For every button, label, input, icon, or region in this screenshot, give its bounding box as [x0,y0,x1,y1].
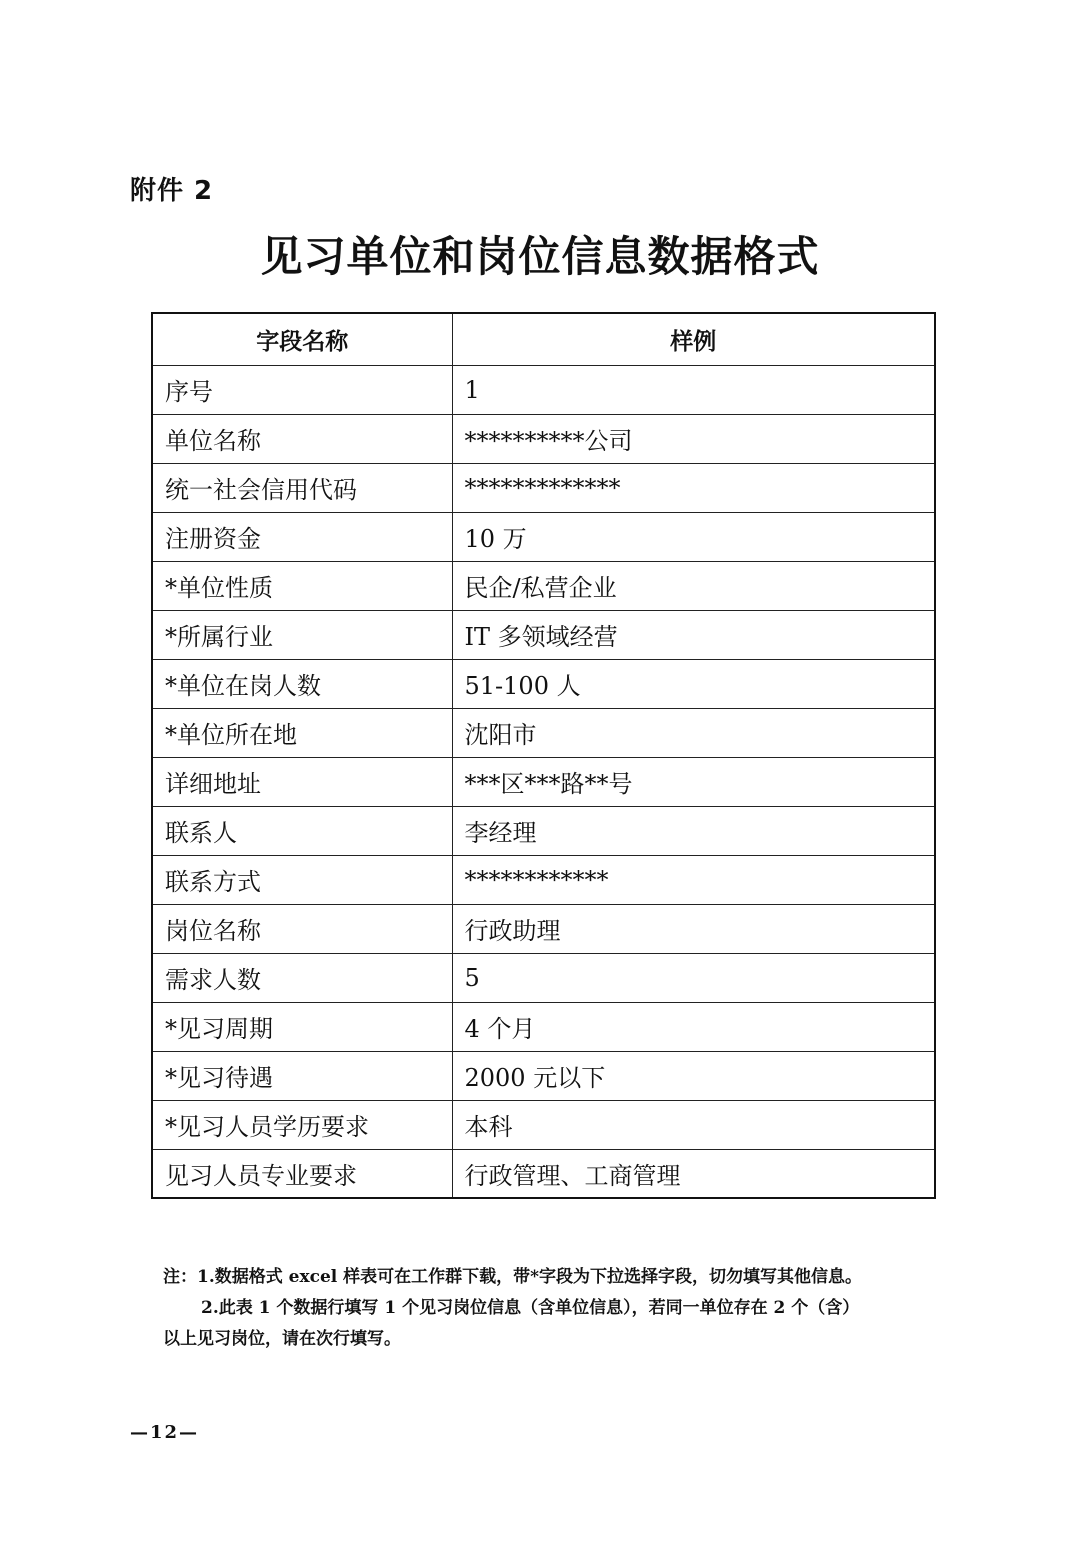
example-value-cell: **********公司 [452,414,935,463]
table-row [152,953,935,1002]
field-name-cell: *见习待遇 [152,1051,452,1100]
attachment-label: 附件 2 [130,176,214,206]
info-table [151,312,936,1199]
field-name-cell: *单位所在地 [152,708,452,757]
field-name-cell: *见习人员学历要求 [152,1100,452,1149]
document-title: 见习单位和岗位信息数据格式 [260,232,820,281]
table-row [152,806,935,855]
table-row [152,659,935,708]
example-value-cell: 本科 [452,1100,935,1149]
field-name-cell: *单位在岗人数 [152,659,452,708]
field-name-cell: *见习周期 [152,1002,452,1051]
example-value-cell: 行政管理、工商管理 [452,1149,935,1198]
example-value-cell: 1 [452,365,935,414]
table-row [152,904,935,953]
example-value-cell: 2000 元以下 [452,1051,935,1100]
page-number: —12— [130,1422,200,1443]
table-row [152,855,935,904]
table-row [152,463,935,512]
field-name-cell: 详细地址 [152,757,452,806]
table-row [152,1002,935,1051]
table-row [152,512,935,561]
table-row [152,757,935,806]
note-line-3: 以上见习岗位，请在次行填写。 [163,1329,401,1349]
example-value-cell: IT 多领域经营 [452,610,935,659]
header-field-name: 字段名称 [152,313,452,365]
example-value-cell: 51-100 人 [452,659,935,708]
table-row [152,708,935,757]
table-row [152,1051,935,1100]
table-row [152,610,935,659]
field-name-cell: 联系人 [152,806,452,855]
note-line-2: 2.此表 1 个数据行填写 1 个见习岗位信息（含单位信息），若同一单位存在 2 个（含） [201,1298,860,1318]
example-value-cell: 5 [452,953,935,1002]
table-row [152,561,935,610]
example-value-cell: ************ [452,855,935,904]
field-name-cell: 联系方式 [152,855,452,904]
field-name-cell: *所属行业 [152,610,452,659]
example-value-cell: 10 万 [452,512,935,561]
field-name-cell: 单位名称 [152,414,452,463]
notes-section [163,1262,943,1355]
table-row [152,365,935,414]
field-name-cell: 注册资金 [152,512,452,561]
field-name-cell: 序号 [152,365,452,414]
example-value-cell: 李经理 [452,806,935,855]
example-value-cell: 民企/私营企业 [452,561,935,610]
header-example: 样例 [452,313,935,365]
example-value-cell: ***区***路**号 [452,757,935,806]
table-row [152,1100,935,1149]
table-row [152,1149,935,1198]
table-row [152,414,935,463]
field-name-cell: 统一社会信用代码 [152,463,452,512]
field-name-cell: 见习人员专业要求 [152,1149,452,1198]
example-value-cell: ************* [452,463,935,512]
field-name-cell: 岗位名称 [152,904,452,953]
example-value-cell: 行政助理 [452,904,935,953]
table-header-row [152,313,935,365]
note-line-1: 注：1.数据格式 excel 样表可在工作群下载，带*字段为下拉选择字段，切勿填写其他信息。 [163,1267,863,1287]
example-value-cell: 4 个月 [452,1002,935,1051]
table-body [152,365,935,1198]
field-name-cell: *单位性质 [152,561,452,610]
example-value-cell: 沈阳市 [452,708,935,757]
field-name-cell: 需求人数 [152,953,452,1002]
